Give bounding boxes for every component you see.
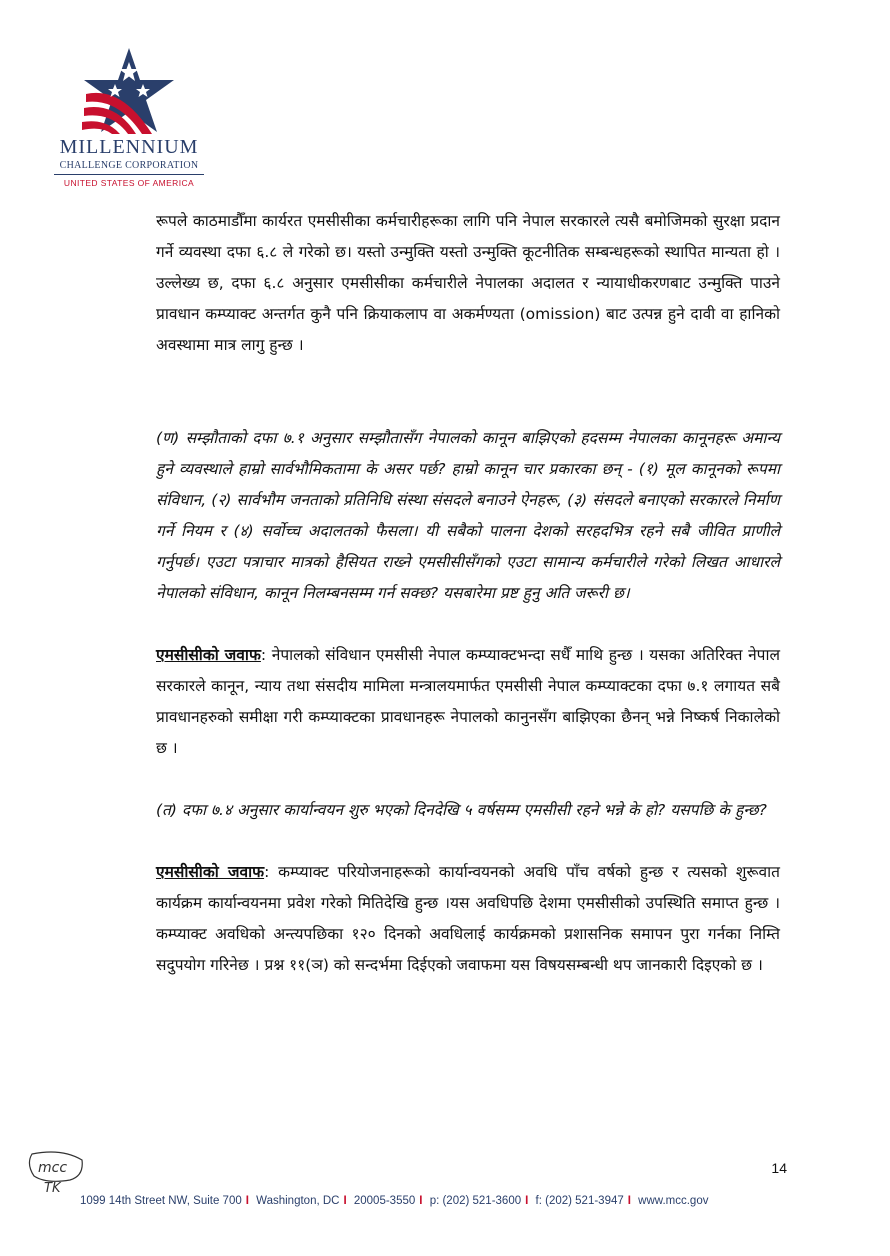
footer-fax: f: (202) 521-3947 [535, 1195, 624, 1207]
logo-subtitle: CHALLENGE CORPORATION [59, 160, 199, 171]
page-number: 14 [771, 1160, 787, 1176]
footer-phone: p: (202) 521-3600 [429, 1195, 522, 1207]
handwritten-initials [26, 1150, 86, 1196]
logo-divider [54, 174, 204, 175]
answer-text: : नेपालको संविधान एमसीसी नेपाल कम्प्याक्टभन्दा सधैँ माथि हुन्छ । यसका अतिरिक्त नेपाल सरकारले कानून, न्याय तथा संसदीय मामिला मन्त्रालयमार्फत एमसीसी नेपाल कम्प्याक्टका दफा ७.१ लगायत सबै प्रावधानहरुको समीक्षा गरी कम्प्याक्टका प्रावधानहरू नेपालको कानुनसँग बाझिएका छैनन् भन्ने निष्कर्ष निकालेको छ । [156, 646, 780, 757]
svg-text:TK: TK [44, 1181, 61, 1196]
star-logo-icon [82, 46, 177, 136]
svg-text:mcc: mcc [38, 1160, 68, 1176]
answer-label: एमसीसीको जवाफ [156, 863, 265, 881]
answer-t [156, 857, 780, 981]
logo-name: MILLENNIUM [59, 136, 199, 158]
footer-address: 1099 14th Street NW, Suite 700 [80, 1195, 242, 1207]
question-n: (ण) सम्झौताको दफा ७.१ अनुसार सम्झौतासँग नेपालको कानून बाझिएको हदसम्म नेपालका कानूनहरू अमान्य हुने व्यवस्थाले हाम्रो सार्वभौमिकतामा के असर पर्छ? हाम्रो कानून चार प्रकारका छन् - (१) मूल कानूनको रूपमा संविधान, (२) सार्वभौम जनताको प्रतिनिधि संस्था संसदले बनाउने ऐनहरू, (३) संसदले बनाएको सरकारले निर्माण गर्ने नियम र (४) सर्वोच्च अदालतको फैसला। यी सबैको पालना देशको सरहदभित्र रहने सबै जीवित प्राणीले गर्नुपर्छ। एउटा पत्राचार मात्रको हैसियत राख्ने एमसीसीसँगको एउटा सामान्य कर्मचारीले गरेको लिखत आधारले नेपालको संविधान, कानून निलम्बनसम्म गर्न सक्छ? यसबारेमा प्रष्ट हुनु अति जरूरी छ। [156, 429, 780, 602]
footer-web-link[interactable]: www.mcc.gov [638, 1195, 709, 1207]
mcc-logo [54, 46, 204, 196]
answer-n [156, 640, 780, 764]
logo-country: UNITED STATES OF AMERICA [63, 178, 195, 188]
footer-zip: 20005-3550 [353, 1195, 416, 1207]
footer-city: Washington, DC [256, 1195, 340, 1207]
question-t: (त) दफा ७.४ अनुसार कार्यान्वयन शुरु भएको दिनदेखि ५ वर्षसम्म एमसीसी रहने भन्ने के हो? यसपछि के हुन्छ? [156, 801, 767, 819]
paragraph-immunity: रूपले काठमाडौँमा कार्यरत एमसीसीका कर्मचारीहरूका लागि पनि नेपाल सरकारले त्यसै बमोजिमको सुरक्षा प्रदान गर्ने व्यवस्था दफा ६.८ ले गरेको छ। यस्तो उन्मुक्ति यस्तो उन्मुक्ति कूटनीतिक सम्बन्धहरूको स्थापित मान्यता हो । उल्लेख्य छ, दफा ६.८ अनुसार एमसीसीका कर्मचारीले नेपालका अदालत र न्यायाधीकरणबाट उन्मुक्ति पाउने प्रावधान कम्प्याक्ट अन्तर्गत कुनै पनि क्रियाकलाप वा अकर्मण्यता (omission) बाट उत्पन्न हुने दावी वा हानिको अवस्थामा मात्र लागु हुन्छ । [156, 212, 780, 354]
answer-text: : कम्प्याक्ट परियोजनाहरूको कार्यान्वयनको अवधि पाँच वर्षको हुन्छ र त्यसको शुरूवात कार्यक्रम कार्यान्वयनमा प्रवेश गरेको मितिदेखि हुन्छ ।यस अवधिपछि देशमा एमसीसीको उपस्थिति समाप्त हुन्छ ।कम्प्याक्ट अवधिको अन्त्यपछिका १२० दिनको अवधिलाई कार्यक्रमको प्रशासनिक समापन पुरा गर्नका निम्ति सदुपयोग गरिनेछ । प्रश्न ११(ञ) को सन्दर्भमा दिईएको जवाफमा यस विषयसम्बन्धी थप जानकारी दिइएको छ । [156, 863, 780, 974]
document-body [156, 206, 780, 981]
footer: 1099 14th Street NW, Suite 700 I Washington, DC I 20005-3550 I p: (202) 521-3600 I f: (202) 521-3947 I www.mcc.gov [80, 1195, 709, 1207]
answer-label: एमसीसीको जवाफ [156, 646, 261, 664]
